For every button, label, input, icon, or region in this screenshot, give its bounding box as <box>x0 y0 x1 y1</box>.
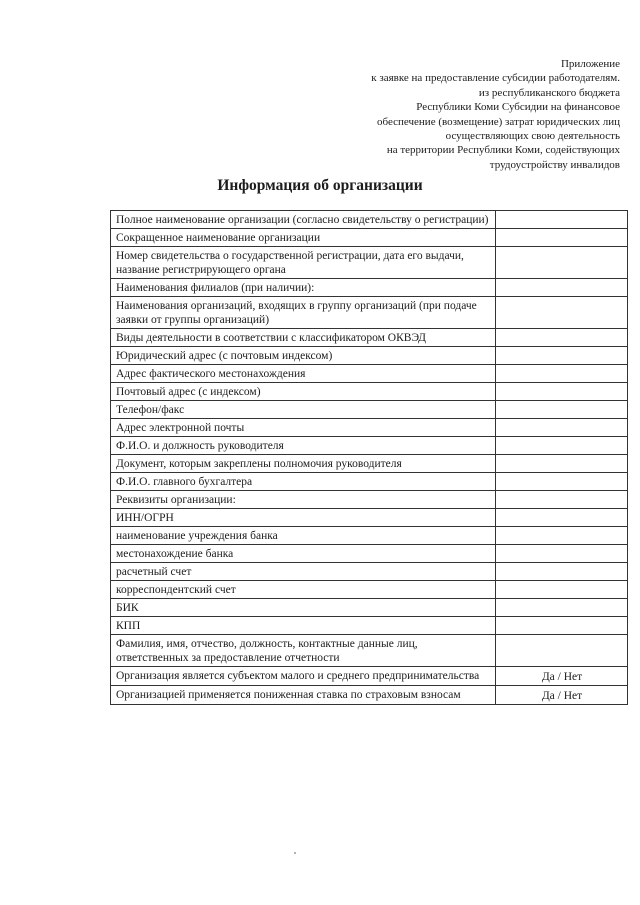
table-row <box>111 599 628 617</box>
table-row <box>111 455 628 473</box>
row-label: местонахождение банка <box>111 545 496 563</box>
row-value-field[interactable] <box>496 599 628 617</box>
row-label: Документ, которым закреплены полномочия руководителя <box>111 455 496 473</box>
row-value-field[interactable] <box>496 419 628 437</box>
row-value-field[interactable]: Да / Нет <box>496 667 628 686</box>
appendix-line: на территории Республики Коми, содействующих <box>386 144 620 157</box>
row-value-field[interactable] <box>496 297 628 329</box>
table-body <box>111 211 628 705</box>
appendix-header <box>320 57 620 172</box>
row-value-field[interactable] <box>496 509 628 527</box>
row-label: расчетный счет <box>111 563 496 581</box>
row-label: Организация является субъектом малого и среднего предпринимательства <box>111 667 496 686</box>
row-value-field[interactable]: Да / Нет <box>496 686 628 705</box>
table-row <box>111 347 628 365</box>
row-label: Наименования филиалов (при наличии): <box>111 279 496 297</box>
row-label: корреспондентский счет <box>111 581 496 599</box>
table-row <box>111 491 628 509</box>
row-label: Ф.И.О. главного бухгалтера <box>111 473 496 491</box>
row-label: Адрес фактического местонахождения <box>111 365 496 383</box>
row-label: наименование учреждения банка <box>111 527 496 545</box>
row-label: ИНН/ОГРН <box>111 509 496 527</box>
appendix-line: к заявке на предоставление субсидии работодателям. <box>371 72 620 85</box>
table-row <box>111 229 628 247</box>
row-value-field[interactable] <box>496 437 628 455</box>
appendix-line: обеспечение (возмещение) затрат юридических лиц <box>377 115 620 128</box>
row-label: Сокращенное наименование организации <box>111 229 496 247</box>
scan-speck <box>294 852 296 854</box>
row-value-field[interactable] <box>496 563 628 581</box>
table-row <box>111 419 628 437</box>
row-label: Ф.И.О. и должность руководителя <box>111 437 496 455</box>
row-value-field[interactable] <box>496 473 628 491</box>
row-label: Почтовый адрес (с индексом) <box>111 383 496 401</box>
row-value-field[interactable] <box>496 229 628 247</box>
row-label: Реквизиты организации: <box>111 491 496 509</box>
appendix-line: Приложение <box>560 58 620 70</box>
document-title: Информация об организации <box>217 177 423 194</box>
row-label: Виды деятельности в соответствии с классификатором ОКВЭД <box>111 329 496 347</box>
row-label: Номер свидетельства о государственной регистрации, дата его выдачи, название регистрирующего органа <box>111 247 496 279</box>
row-value-field[interactable] <box>496 635 628 667</box>
table-row <box>111 635 628 667</box>
appendix-line: трудоустройству инвалидов <box>489 158 620 171</box>
table-row <box>111 581 628 599</box>
row-value-field[interactable] <box>496 491 628 509</box>
row-label: Организацией применяется пониженная ставка по страховым взносам <box>111 686 496 705</box>
row-value-field[interactable] <box>496 545 628 563</box>
table-row <box>111 365 628 383</box>
row-value-field[interactable] <box>496 383 628 401</box>
row-value-field[interactable] <box>496 365 628 383</box>
table-row <box>111 297 628 329</box>
table-row <box>111 247 628 279</box>
appendix-line: осуществляющих свою деятельность <box>445 130 620 143</box>
row-label: БИК <box>111 599 496 617</box>
row-value-field[interactable] <box>496 247 628 279</box>
table-row <box>111 563 628 581</box>
row-label: Юридический адрес (с почтовым индексом) <box>111 347 496 365</box>
row-label: Фамилия, имя, отчество, должность, контактные данные лиц, ответственных за предоставление отчетности <box>111 635 496 667</box>
appendix-line: из республиканского бюджета <box>478 86 620 99</box>
table-row <box>111 667 628 686</box>
row-label: Телефон/факс <box>111 401 496 419</box>
organization-info-table <box>110 210 628 705</box>
row-value-field[interactable] <box>496 527 628 545</box>
table-row <box>111 401 628 419</box>
table-row <box>111 617 628 635</box>
table-row <box>111 437 628 455</box>
table-row <box>111 473 628 491</box>
appendix-line: Республики Коми Субсидии на финансовое <box>416 101 620 114</box>
table-row <box>111 279 628 297</box>
table-row <box>111 211 628 229</box>
row-value-field[interactable] <box>496 401 628 419</box>
row-value-field[interactable] <box>496 329 628 347</box>
table-row <box>111 509 628 527</box>
row-label: Наименования организаций, входящих в группу организаций (при подаче заявки от группы организаций) <box>111 297 496 329</box>
table-row <box>111 545 628 563</box>
row-value-field[interactable] <box>496 455 628 473</box>
row-value-field[interactable] <box>496 581 628 599</box>
row-value-field[interactable] <box>496 617 628 635</box>
row-value-field[interactable] <box>496 211 628 229</box>
row-label: Адрес электронной почты <box>111 419 496 437</box>
table-row <box>111 686 628 705</box>
table-row <box>111 329 628 347</box>
row-label: КПП <box>111 617 496 635</box>
row-label: Полное наименование организации (согласно свидетельству о регистрации) <box>111 211 496 229</box>
table-row <box>111 527 628 545</box>
row-value-field[interactable] <box>496 347 628 365</box>
table-row <box>111 383 628 401</box>
row-value-field[interactable] <box>496 279 628 297</box>
